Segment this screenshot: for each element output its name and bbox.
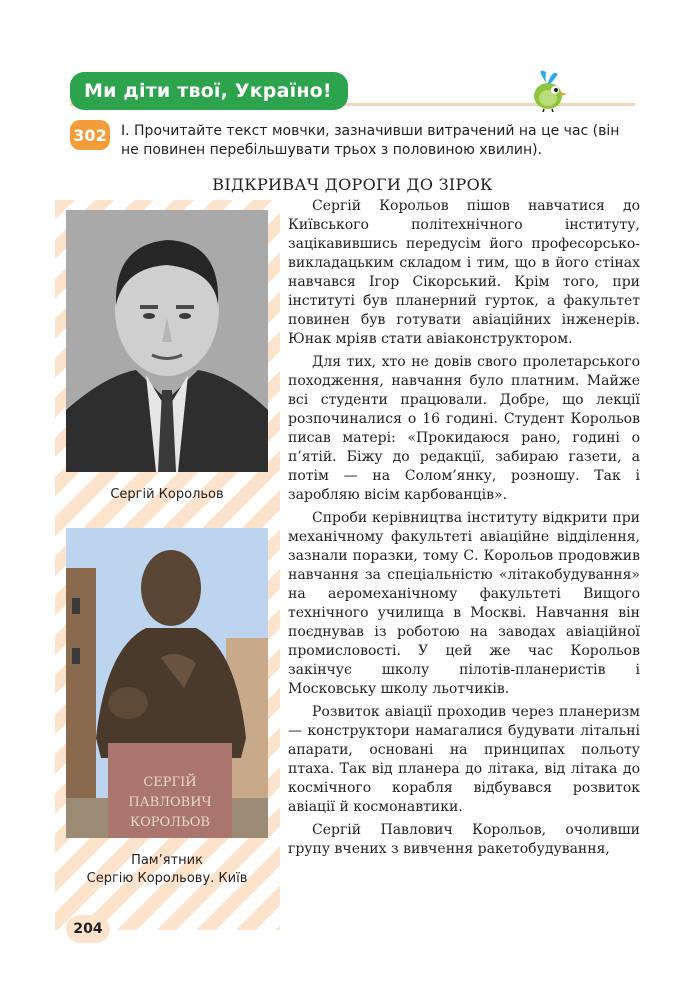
task-number-badge: 302 [70,120,110,150]
section-title: Ми діти твої, Україно! [84,80,332,102]
article-paragraph-3: Спроби керівництва інституту відкрити при механічному факультеті авіаційне відділення, зазнали поразки, тому С. Корольов продовжив навчання за спеціальністю «літакобудування» на аеромеханічному факультеті Вищого технічного училища в Москві. Навчання він поєднував із роботою на заводах авіаційної промисловості. У цей же час Корольов закінчує школу пілотів-планеристів і Московську школу льотчиків. [288,510,640,697]
task-instruction: І. Прочитайте текст мовчки, зазначивши витрачений на це час (він не повинен перебільшувати трьох з половиною хвилин). [121,123,620,158]
article-paragraph-1: Сергій Корольов пішов навчатися до Київського політехнічного інституту, зацікавившись передусім його професорсько-викладацьким складом і тим, що в його стінах навчався Ігор Сікорський. Крім того, при інституті був планерний гурток, а факультет повинен був готувати авіаційних інженерів. Юнак мріяв стати авіаконструктором. [288,198,640,347]
article-body [288,197,640,863]
pedestal-line-3: КОРОЛЬОВ [130,815,210,830]
monument-photo [66,528,268,838]
page-number: 204 [66,915,110,943]
portrait-photo [66,210,268,472]
bird-mascot-icon [528,68,568,112]
monument-caption-line-2: Сергію Корольову. Київ [86,871,248,886]
article-paragraph-5: Сергій Павлович Корольов, очоливши групу вчених з вивчення ракетобудування, [288,822,640,857]
section-banner [70,72,348,110]
monument-caption [66,852,268,888]
article-title: ВІДКРИВАЧ ДОРОГИ ДО ЗІРОК [212,175,493,194]
pedestal-line-2: ПАВЛОВИЧ [128,795,212,810]
portrait-caption: Сергій Корольов [110,487,224,502]
article-paragraph-4: Розвиток авіації проходив через планеризм — конструктори намагалися будувати літальні апарати, основані на принципах польоту птаха. Так від планера до літака, від літака до космічного корабля відбувався розвиток авіації й космонавтики. [288,704,640,815]
monument-caption-line-1: Пам’ятник [131,853,203,868]
monument-illustration [66,528,268,838]
pedestal-line-1: СЕРГІЙ [143,775,197,790]
article-paragraph-2: Для тих, хто не довів свого пролетарського походження, навчання було платним. Майже всі студенти працювали. Добре, що лекції розпочиналися о 16 годині. Студент Корольов писав матері: «Прокидаюся рано, годині о п’ятій. Біжу до редакції, забираю газети, а потім — на Солом’янку, розношу. Так і заробляю вісім карбованців». [288,354,640,503]
portrait-illustration [66,210,268,472]
